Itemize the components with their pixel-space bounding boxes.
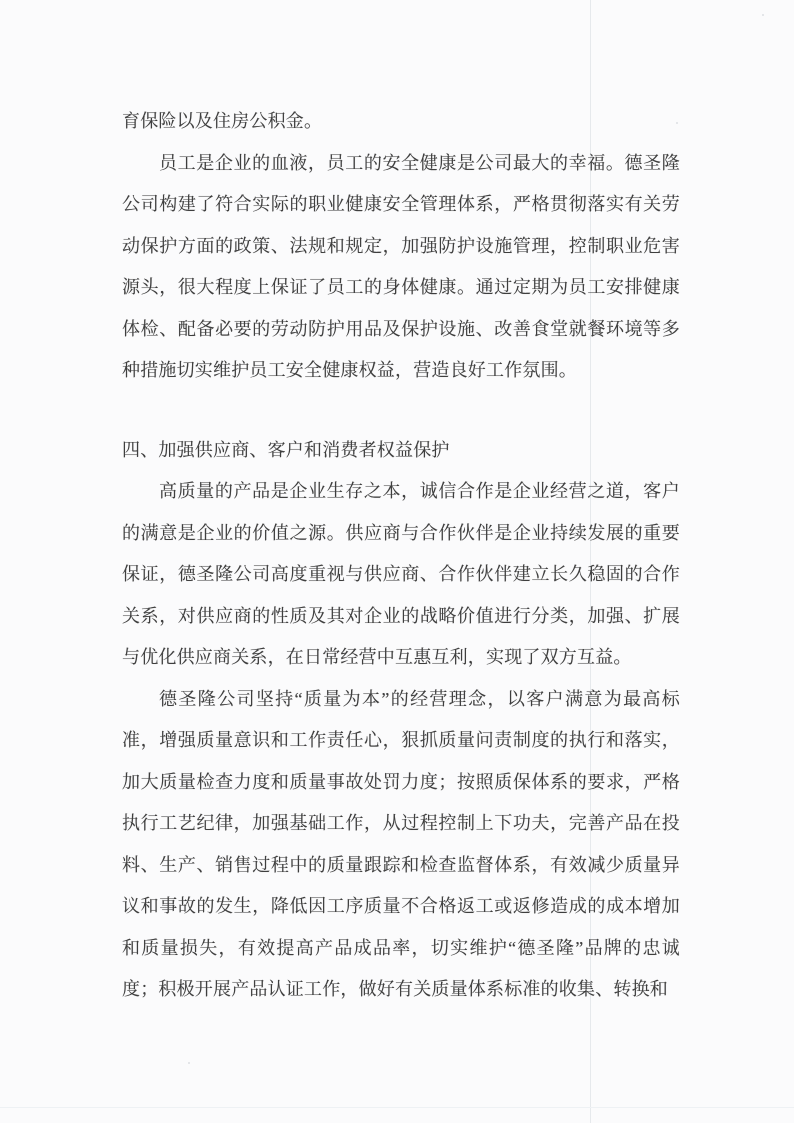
scan-edge-bottom	[0, 1107, 794, 1108]
paragraph	[122, 679, 680, 1011]
text-line: 育保险以及住房公积金。	[122, 111, 323, 131]
text-line: 种措施切实维护员工安全健康权益，营造良好工作氛围。	[122, 360, 577, 380]
text-line: 料、生产、销售过程中的质量跟踪和检查监督体系，有效减少质量异	[122, 854, 680, 875]
text-line: 关系，对供应商的性质及其对企业的战略价值进行分类，加强、扩展	[122, 605, 680, 626]
text-line: 体检、配备必要的劳动防护用品及保护设施、改善食堂就餐环境等多	[122, 318, 680, 339]
text-line: 度；积极开展产品认证工作，做好有关质量体系标准的收集、转换和	[122, 979, 668, 999]
text-line: 的满意是企业的价值之源。供应商与合作伙伴是企业持续发展的重要	[122, 522, 680, 543]
section-heading	[122, 430, 680, 472]
text-line: 公司构建了符合实际的职业健康安全管理体系，严格贯彻落实有关劳	[122, 194, 680, 214]
text-line: 员工是企业的血液，员工的安全健康是公司最大的幸福。德圣隆	[159, 152, 680, 173]
text-line: 和质量损失，有效提高产品成品率，切实维护“德圣隆”品牌的忠诚	[122, 937, 680, 958]
text-line: 加大质量检查力度和质量事故处罚力度；按照质保体系的要求，严格	[122, 771, 680, 792]
paragraph	[122, 471, 680, 679]
scan-speck	[762, 14, 764, 16]
text-line: 四、加强供应商、客户和消费者权益保护	[122, 439, 450, 460]
paragraph	[122, 101, 680, 143]
text-line: 动保护方面的政策、法规和规定，加强防护设施管理，控制职业危害	[122, 235, 680, 256]
text-line: 议和事故的发生，降低因工序质量不合格返工或返修造成的成本增加	[122, 896, 680, 916]
text-line: 高质量的产品是企业生存之本，诚信合作是企业经营之道，客户	[159, 481, 680, 501]
text-line: 执行工艺纪律，加强基础工作，从过程控制上下功夫，完善产品在投	[122, 813, 680, 833]
scan-speck	[188, 1062, 190, 1064]
text-line: 保证，德圣隆公司高度重视与供应商、合作伙伴建立长久稳固的合作	[122, 564, 680, 584]
text-line: 准，增强质量意识和工作责任心，狠抓质量问责制度的执行和落实，	[122, 730, 680, 750]
text-line: 与优化供应商关系，在日常经营中互惠互利，实现了双方互益。	[122, 647, 632, 667]
text-line: 德圣隆公司坚持“质量为本”的经营理念，以客户满意为最高标	[159, 688, 680, 709]
paragraph	[122, 143, 680, 392]
document-body-text	[122, 101, 680, 1011]
text-line: 源头，很大程度上保证了员工的身体健康。通过定期为员工安排健康	[122, 277, 680, 297]
